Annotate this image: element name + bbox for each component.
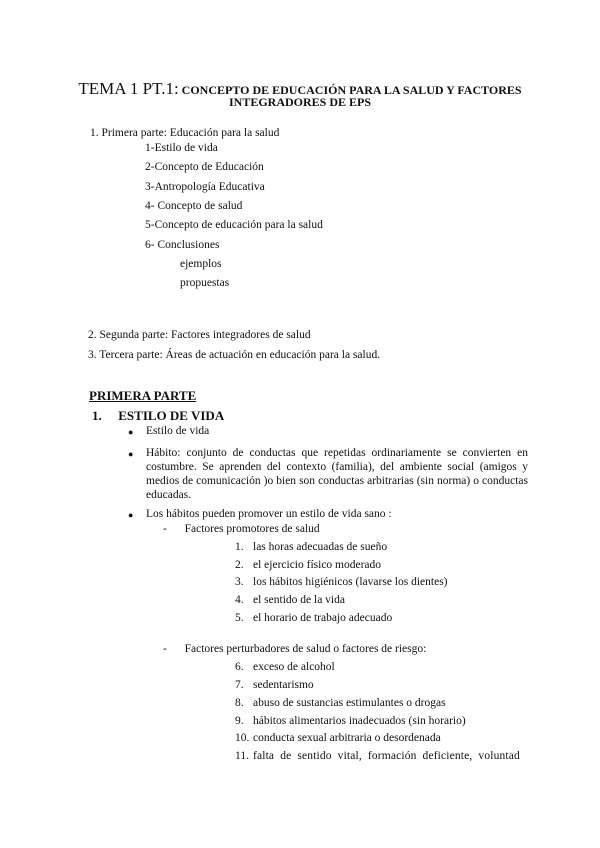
list-item-text: sedentarismo xyxy=(253,679,314,691)
list-item-number: 4. xyxy=(235,594,244,606)
outline-part3-label: Tercera parte: Áreas de actuación en educación para la salud. xyxy=(99,349,381,361)
section-heading: PRIMERA PARTE xyxy=(89,388,197,403)
list-item xyxy=(235,575,448,589)
subsection-heading xyxy=(92,408,224,424)
title-part-main: TEMA 1 PT.1: xyxy=(78,79,179,98)
list-item-text: las horas adecuadas de sueño xyxy=(253,541,388,553)
list-item xyxy=(235,731,441,745)
list-item xyxy=(235,611,392,625)
list-item xyxy=(235,749,527,763)
list-item xyxy=(235,558,381,572)
list-item-text: conducta sexual arbitraria o desordenada xyxy=(253,732,441,744)
list-item-text: exceso de alcohol xyxy=(253,661,335,673)
outline-part2-label: Segunda parte: Factores integradores de salud xyxy=(99,329,311,341)
list-item-text: el horario de trabajo adecuado xyxy=(253,612,393,624)
bullet-icon: ● xyxy=(128,449,134,459)
bullet-icon: ● xyxy=(128,510,134,520)
promoters-label: Factores promotores de salud xyxy=(184,523,320,535)
title-part-rest: CONCEPTO DE EDUCACIÓN PARA LA SALUD Y FACTORES xyxy=(178,83,522,97)
outline-sub-item: 6- Conclusiones xyxy=(145,239,220,251)
list-item-number: 3. xyxy=(235,576,244,588)
bullet-item: Los hábitos pueden promover un estilo de vida sano : xyxy=(146,508,392,520)
outline-sub-sub-item: propuestas xyxy=(180,277,230,289)
list-item-text: falta de sentido vital, formación deficiente, voluntad xyxy=(253,750,520,762)
list-item-text: abuso de sustancias estimulantes o drogas xyxy=(253,697,446,709)
outline-part2 xyxy=(88,328,311,342)
dash-item-promoters xyxy=(163,522,320,536)
list-item-text: los hábitos higiénicos (lavarse los dientes) xyxy=(253,576,448,588)
list-item xyxy=(235,696,446,710)
list-item-number: 10. xyxy=(235,732,250,744)
list-item-number: 7. xyxy=(235,679,244,691)
outline-part1-label: Primera parte: Educación para la salud xyxy=(101,127,280,139)
list-item xyxy=(235,660,335,674)
subsection-number: 1. xyxy=(92,408,102,423)
list-item-number: 11. xyxy=(235,750,249,762)
outline-part2-number: 2. xyxy=(88,329,97,341)
list-item xyxy=(235,593,345,607)
list-item-text: hábitos alimentarios inadecuados (sin horario) xyxy=(253,715,466,727)
dash-marker: - xyxy=(163,523,167,535)
dash-item-risks xyxy=(163,642,426,656)
list-item xyxy=(235,540,387,554)
bullet-icon: ● xyxy=(128,427,134,437)
dash-marker: - xyxy=(163,643,167,655)
bullet-item: Estilo de vida xyxy=(146,425,210,437)
outline-sub-item: 4- Concepto de salud xyxy=(145,200,243,212)
outline-sub-item: 2-Concepto de Educación xyxy=(145,161,264,173)
list-item-number: 9. xyxy=(235,715,244,727)
list-item-number: 6. xyxy=(235,661,244,673)
outline-sub-item: 3-Antropología Educativa xyxy=(145,181,265,193)
list-item-number: 2. xyxy=(235,559,244,571)
list-item xyxy=(235,678,314,692)
list-item-number: 1. xyxy=(235,541,244,553)
list-item-number: 8. xyxy=(235,697,244,709)
outline-part1-number: 1. xyxy=(90,127,99,139)
list-item xyxy=(235,714,466,728)
list-item-text: el sentido de la vida xyxy=(253,594,345,606)
outline-part3-number: 3. xyxy=(88,349,97,361)
outline-part3 xyxy=(88,348,380,362)
document-title-line2: INTEGRADORES DE EPS xyxy=(228,95,372,109)
bullet-paragraph: Hábito: conjunto de conductas que repetidas ordinariamente se convierten en costumbre. Se aprenden del contexto (familia), del ambiente social (amigos y medios de comunicación )o bien son conductas arbitrarias (sin norma) o conductas educadas. xyxy=(146,447,528,501)
outline-sub-sub-item: ejemplos xyxy=(180,258,222,270)
outline-part1 xyxy=(90,126,279,140)
outline-sub-item: 5-Concepto de educación para la salud xyxy=(145,219,323,231)
risks-label: Factores perturbadores de salud o factores de riesgo: xyxy=(184,643,427,655)
list-item-number: 5. xyxy=(235,612,244,624)
list-item-text: el ejercicio físico moderado xyxy=(253,559,382,571)
outline-sub-item: 1-Estilo de vida xyxy=(145,142,218,154)
subsection-title: ESTILO DE VIDA xyxy=(118,408,225,423)
